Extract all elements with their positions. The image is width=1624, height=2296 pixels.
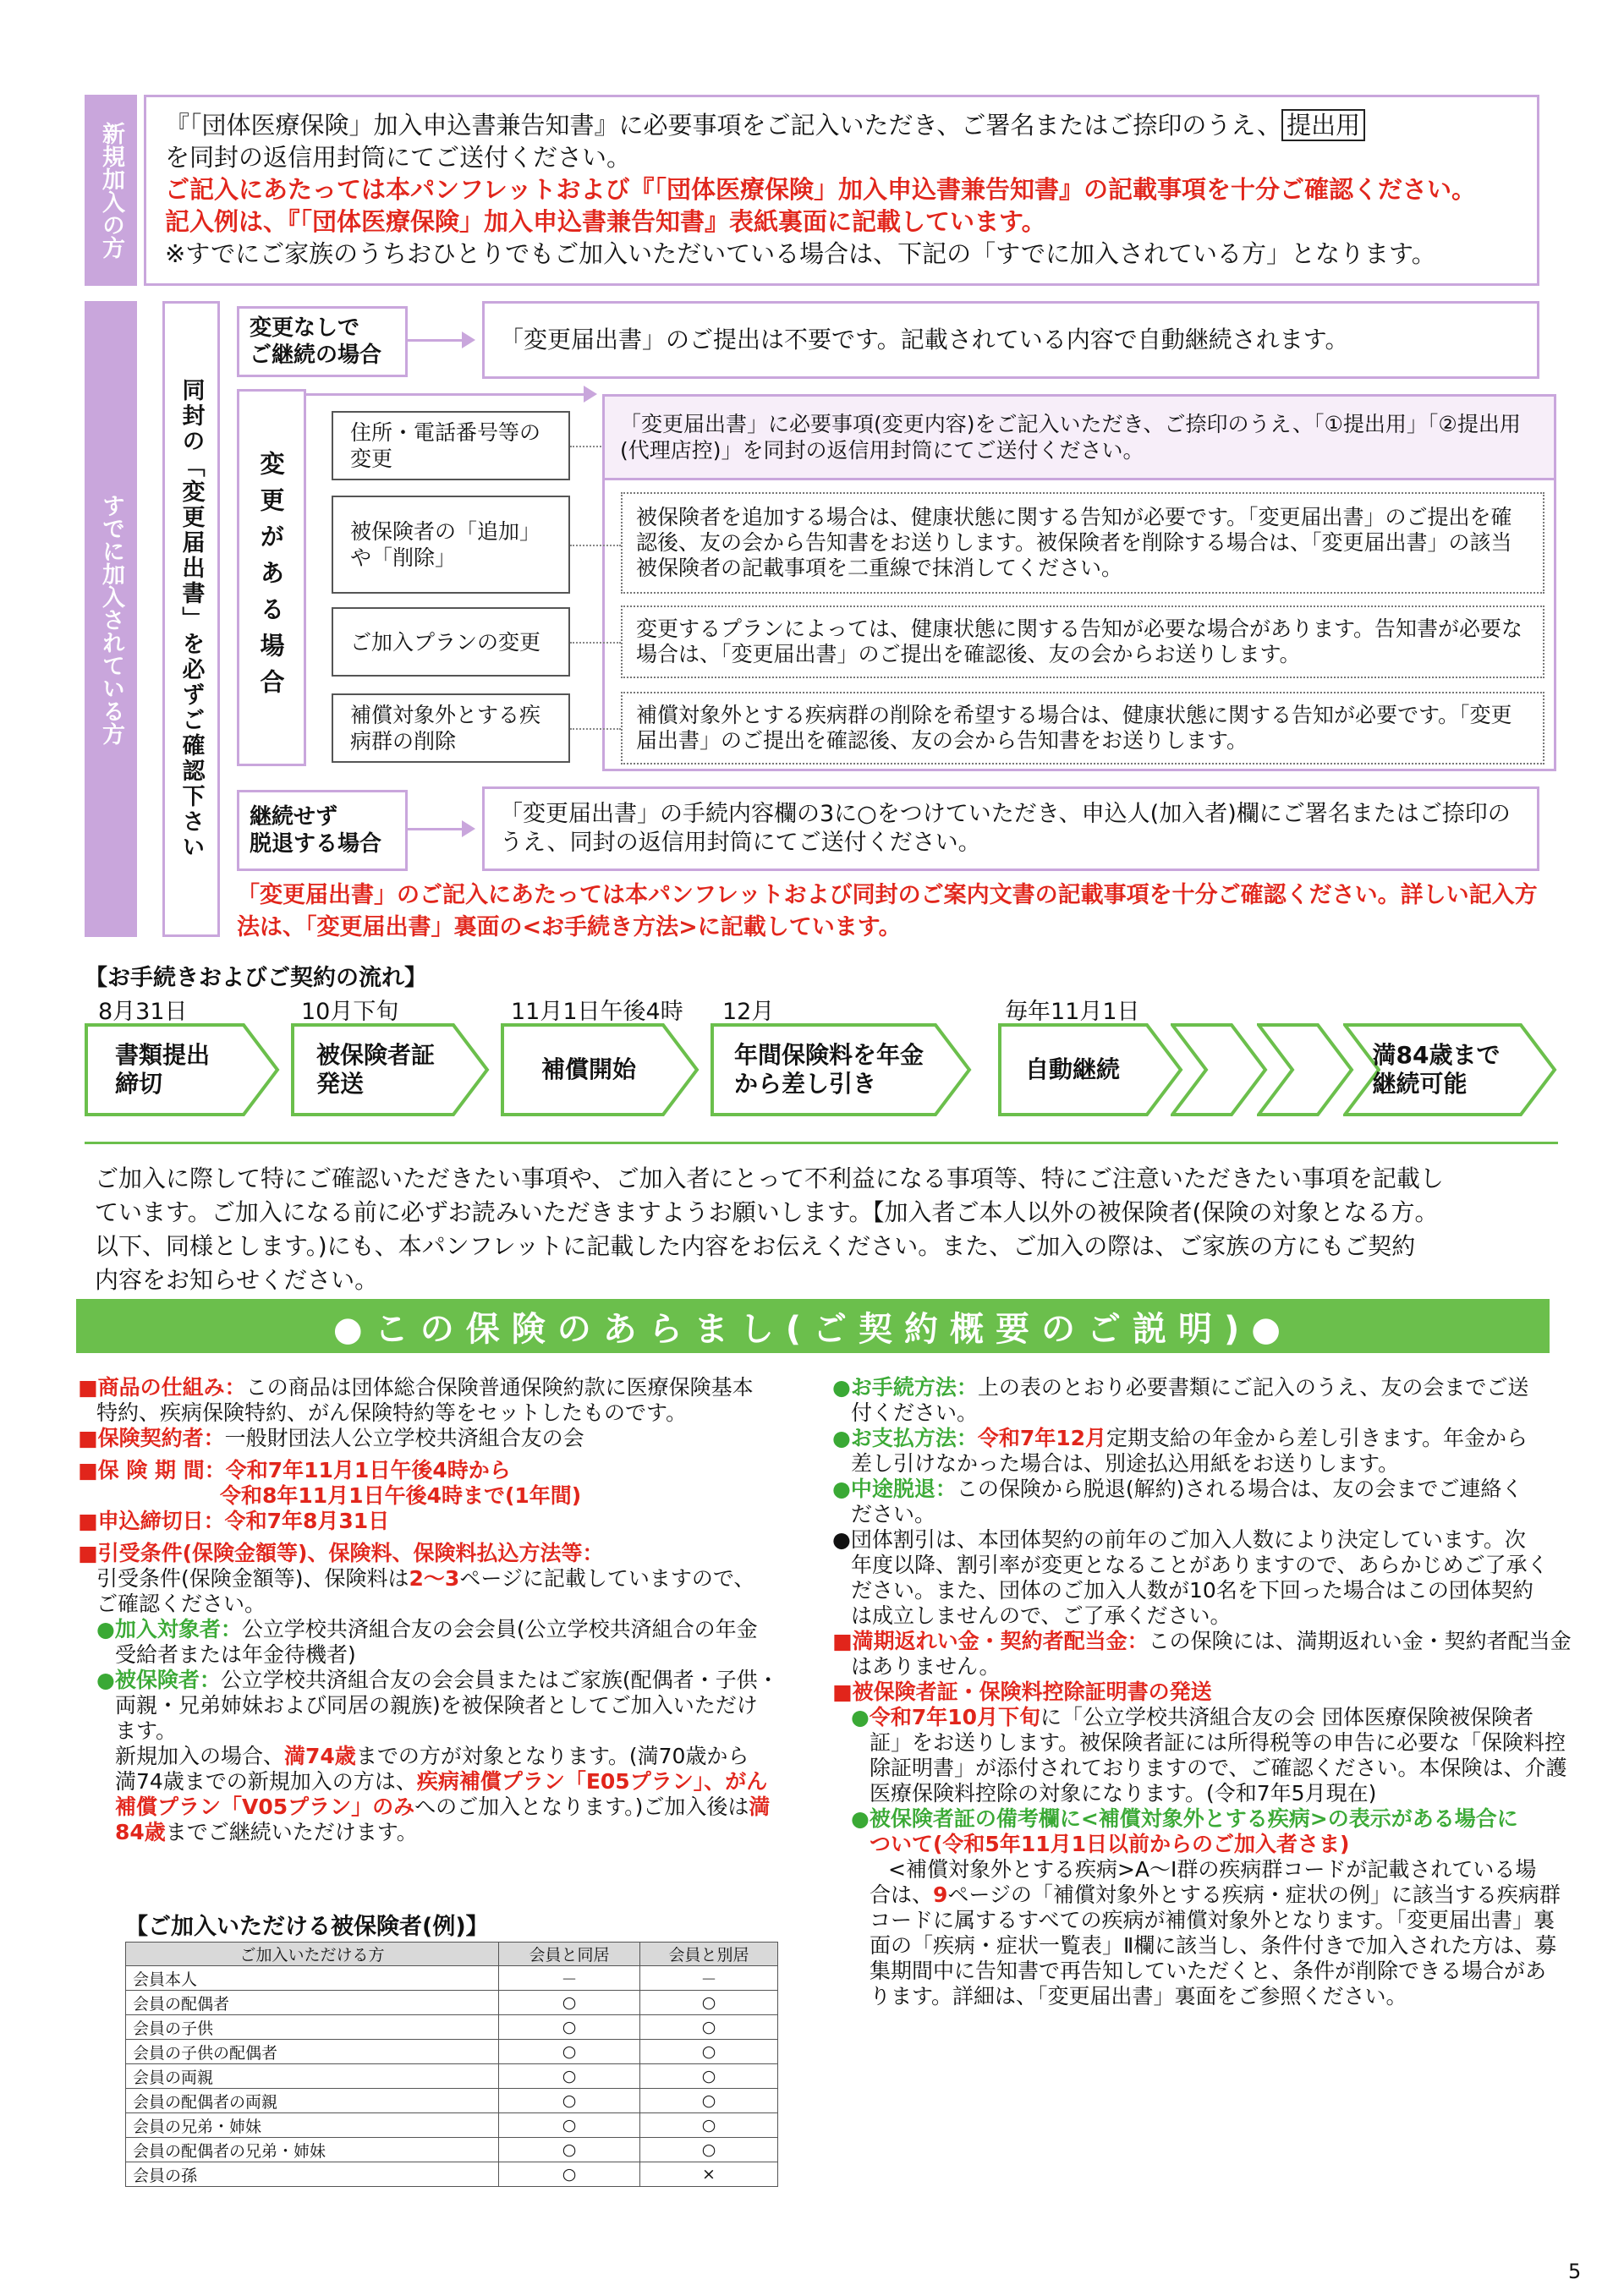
table-cell: 会員の孫 <box>126 2162 499 2187</box>
no-change-text: 「変更届出書」のご提出は不要です。記載されている内容で自動継続されます。 <box>482 301 1539 379</box>
table-cell: ○ <box>499 2040 640 2064</box>
holder-text: 一般財団法人公立学校共済組合友の会 <box>224 1426 584 1450</box>
table-header: ご加入いただける方 <box>126 1943 499 1966</box>
subcat-add-remove: 被保険者の「追加」や「削除」 <box>332 496 570 594</box>
flow-step-6 <box>1343 1023 1558 1116</box>
group-discount-text: は成立しませんので、ご了承ください。 <box>851 1603 1232 1628</box>
flow-step-3-label: 補償開始 <box>541 1055 637 1083</box>
period-heading: ■保 険 期 間： <box>78 1458 226 1482</box>
bullet-icon: ● <box>851 1705 870 1729</box>
insured-text: 両親・兄弟姉妹および同居の親族)を被保険者としてご加入いただけ <box>115 1693 758 1718</box>
dotted-connector <box>570 545 621 546</box>
payment-text: 定期支給の年金から差し引きます。年金から <box>1106 1426 1528 1450</box>
flow-step-1-label: 書類提出 締切 <box>115 1041 211 1098</box>
table-cell: ○ <box>499 1991 640 2015</box>
table-header: 会員と同居 <box>499 1943 640 1966</box>
plan-restriction: 疾病補償プラン「E05プラン」、がん <box>416 1769 768 1794</box>
period-to: 令和8年11月1日午後4時まで(1年間) <box>220 1483 582 1508</box>
flow-step-2 <box>291 1023 491 1116</box>
table-row <box>126 2040 778 2064</box>
insured-text: 公立学校共済組合友の会会員またはご家族(配偶者・子供・ <box>220 1668 779 1692</box>
group-discount-text: ●団体割引は、本団体契約の前年のご加入人数により決定しています。次 <box>832 1527 1526 1552</box>
payment-date: 令和7年12月 <box>977 1426 1107 1450</box>
no-change-label: 変更なしで ご継続の場合 <box>237 306 408 377</box>
table-row <box>126 2138 778 2162</box>
new-line2: を同封の返信用封筒にてご送付ください。 <box>165 143 632 172</box>
table-cell: ○ <box>640 2015 778 2040</box>
new-red-note-1: ご記入にあたっては本パンフレットおよび『「団体医療保険」加入申込書兼告知書』の記載事項を十分ご確認ください。 <box>165 175 1477 204</box>
table-cell: ○ <box>499 2138 640 2162</box>
table-row <box>126 2162 778 2187</box>
withdraw-label: 継続せず 脱退する場合 <box>237 790 408 871</box>
table-cell: 会員の両親 <box>126 2064 499 2089</box>
table-cell: － <box>499 1966 640 1991</box>
table-cell: × <box>640 2162 778 2187</box>
holder-heading: ■保険契約者： <box>78 1426 225 1450</box>
remarks-text: ページの「補償対象外とする疾病・症状の例」に該当する疾病群 <box>947 1882 1561 1907</box>
dotted-connector <box>570 728 621 730</box>
left-column <box>78 1375 788 1845</box>
table-row <box>126 1991 778 2015</box>
intro-line: 以下、同様とします。)にも、本パンフレットに記載した内容をお伝えください。また、ご加入の際は、ご家族の方にもご契約 <box>95 1232 1416 1260</box>
new-enrollment-label: 新規加入の方 <box>85 95 137 286</box>
certificate-text: に「公立学校共済組合友の会 団体医療保険被保険者 <box>1040 1705 1533 1729</box>
overview-banner: ●この保険のあらまし(ご契約概要のご説明)● <box>76 1299 1550 1353</box>
certificate-text: 証」をお送りします。被保険者証には所得税等の申告に必要な「保険料控 <box>870 1730 1566 1755</box>
subcat-plan-change: ご加入プランの変更 <box>332 607 570 677</box>
intro-line: ご加入に際して特にご確認いただきたい事項や、ご加入者にとって不利益になる事項等、特にご注意いただきたい事項を記載し <box>95 1164 1444 1192</box>
payment-heading: ●お支払方法： <box>832 1426 978 1450</box>
remarks-heading: ついて(令和5年11月1日以前からのご加入者さま) <box>870 1832 1350 1856</box>
table-cell: 会員の子供 <box>126 2015 499 2040</box>
flow-title: 【お手続きおよびご契約の流れ】 <box>85 965 427 991</box>
deadline-heading: ■申込締切日： <box>78 1509 225 1533</box>
existing-note: 「変更届出書」のご記入にあたっては本パンフレットおよび同封のご案内文書の記載事項を十分ご確認ください。詳しい記入方法は、「変更届出書」裏面の<お手続き方法>に記載しています。 <box>237 882 1538 940</box>
arrow-line <box>408 339 464 342</box>
intro-paragraph <box>95 1162 1541 1297</box>
subcat-address-text: 「変更届出書」に必要事項(変更内容)をご記入いただき、ご捺印のうえ、「①提出用」「②提出用(代理店控)」を同封の返信用封筒にてご送付ください。 <box>602 394 1556 480</box>
table-cell: － <box>640 1966 778 1991</box>
maturity-text: はありません。 <box>851 1654 1001 1679</box>
withdraw-text: 「変更届出書」の手続内容欄の3に○をつけていただき、申込人(加入者)欄にご署名またはご捺印のうえ、同封の返信用封筒にてご送付ください。 <box>482 786 1539 871</box>
group-discount-text: ださい。また、団体のご加入人数が10名を下回った場合はこの団体契約 <box>851 1578 1533 1603</box>
certificate-heading: ■被保険者証・保険料控除証明書の発送 <box>832 1680 1212 1704</box>
table-cell: ○ <box>640 2040 778 2064</box>
conditions-text: ご確認ください。 <box>96 1592 266 1616</box>
arrow-head-icon <box>462 332 475 348</box>
flow-date-3: 11月1日午後4時 <box>511 999 683 1025</box>
withdrawal-text: ださい。 <box>851 1502 936 1526</box>
table-cell: ○ <box>499 2089 640 2113</box>
dotted-connector <box>570 642 621 644</box>
certificate-text: 除証明書」が添付されておりますので、ご確認ください。本保険は、介護 <box>870 1756 1567 1780</box>
table-cell: ○ <box>640 1991 778 2015</box>
product-text: 特約、疾病保険特約、がん保険特約等をセットしたものです。 <box>96 1400 688 1425</box>
flow-step-5 <box>998 1023 1184 1116</box>
flow-date-2: 10月下旬 <box>301 999 399 1025</box>
flow-date-4: 12月 <box>722 999 775 1025</box>
continue-age: 満 <box>749 1795 771 1819</box>
table-cell: 会員本人 <box>126 1966 499 1991</box>
flow-step-4-label: 年間保険料を年金 から差し引き <box>734 1041 924 1098</box>
continue-age: 84歳 <box>115 1820 166 1844</box>
procedure-text: 付ください。 <box>851 1400 979 1425</box>
table-cell: 会員の配偶者の兄弟・姉妹 <box>126 2138 499 2162</box>
new-enrollment-box <box>144 95 1539 286</box>
remarks-text: コードに属するすべての疾病が補償対象外となります。「変更届出書」裏 <box>870 1908 1555 1932</box>
flow-divider <box>85 1142 1558 1144</box>
arrow-head-icon <box>584 386 597 403</box>
certificate-date: 令和7年10月下旬 <box>869 1705 1041 1729</box>
submit-copy-label: 提出用 <box>1281 109 1365 141</box>
flow-step-6-label: 満84歳まで 継続可能 <box>1372 1041 1501 1098</box>
remarks-heading: ●被保険者証の備考欄に<補償対象外とする疾病>の表示がある場合に <box>851 1806 1518 1831</box>
payment-text: 差し引けなかった場合は、別途払込用紙をお送りします。 <box>851 1451 1400 1476</box>
table-cell: ○ <box>640 2064 778 2089</box>
remarks-text: 合は、 <box>870 1882 934 1907</box>
existing-members-label: すでに加入されている方 <box>85 301 137 937</box>
page-number: 5 <box>1568 2260 1582 2283</box>
table-cell: 会員の配偶者 <box>126 1991 499 2015</box>
table-cell: ○ <box>499 2064 640 2089</box>
table-cell: 会員の配偶者の両親 <box>126 2089 499 2113</box>
new-age-limit: 満74歳 <box>284 1744 356 1768</box>
conditions-text: ページに記載していますので、 <box>459 1566 755 1591</box>
target-heading: ●加入対象者： <box>96 1617 242 1641</box>
new-line1: 『「団体医療保険」加入申込書兼告知書』に必要事項をご記入いただき、ご署名またはご捺印のうえ、 <box>165 111 1282 140</box>
remarks-text: 面の「疾病・症状一覧表」Ⅱ欄に該当し、条件付きで加入された方は、募 <box>870 1933 1557 1958</box>
table-cell: 会員の兄弟・姉妹 <box>126 2113 499 2138</box>
table-row <box>126 2089 778 2113</box>
flow-step-2-label: 被保険者証 発送 <box>316 1041 436 1098</box>
maturity-heading: ■満期返れい金・契約者配当金： <box>832 1629 1149 1653</box>
table-row <box>126 1966 778 1991</box>
subcat-exclusion-removal-text: 補償対象外とする疾病群の削除を希望する場合は、健康状態に関する告知が必要です。「変更届出書」のご提出を確認後、友の会から告知書をお送りします。 <box>621 692 1544 764</box>
insured-table <box>125 1942 778 2187</box>
arrow-line <box>408 828 464 830</box>
check-form-label: 同封の「変更届出書」を必ずご確認下さい <box>162 301 220 937</box>
table-row <box>126 2064 778 2089</box>
plan-restriction: 補償プラン「V05プラン」のみ <box>115 1795 415 1819</box>
maturity-text: この保険には、満期返れい金・契約者配当金 <box>1148 1629 1572 1653</box>
certificate-text: 医療保険料控除の対象になります。(令和7年5月現在) <box>870 1781 1377 1806</box>
remarks-text: <補償対象外とする疾病>A～I群の疾病群コードが記載されている場 <box>888 1857 1537 1882</box>
insured-text: ます。 <box>115 1718 178 1743</box>
table-cell: ○ <box>640 2089 778 2113</box>
new-age-text: までご継続いただけます。 <box>165 1820 418 1844</box>
flow-step-1 <box>85 1023 281 1116</box>
group-discount-text: 年度以降、割引率が変更となることがありますので、あらかじめご了承く <box>851 1553 1549 1577</box>
intro-line: 内容をお知らせください。 <box>95 1266 379 1294</box>
new-age-text: 満74歳までの新規加入の方は、 <box>115 1769 417 1794</box>
remarks-text: ります。詳細は、「変更届出書」裏面をご参照ください。 <box>870 1984 1407 2008</box>
change-label: 変更がある場合 <box>237 389 306 766</box>
flow-step-3 <box>501 1023 700 1116</box>
flow-step-4 <box>710 1023 973 1116</box>
conditions-heading: ■引受条件(保険金額等)、保険料、保険料払込方法等： <box>78 1541 604 1565</box>
arrow-line <box>306 393 585 396</box>
product-text: この商品は団体総合保険普通保険約款に医療保険基本 <box>245 1375 754 1400</box>
table-header: 会員と別居 <box>640 1943 778 1966</box>
procedure-heading: ●お手続方法： <box>832 1375 978 1400</box>
conditions-text: 引受条件(保険金額等)、保険料は <box>96 1566 409 1591</box>
remarks-text: 集期間中に告知書で再告知していただくと、条件が削除できる場合があ <box>870 1959 1547 1983</box>
right-column <box>832 1375 1572 2009</box>
table-cell: ○ <box>640 2138 778 2162</box>
intro-line: ています。ご加入になる前に必ずお読みいただきますようお願いします。【加入者ご本人以外の被保険者(保険の対象となる方。 <box>95 1198 1439 1226</box>
arrow-head-icon <box>462 820 475 837</box>
subcat-address: 住所・電話番号等の変更 <box>332 411 570 480</box>
table-cell: ○ <box>499 2015 640 2040</box>
target-text: 公立学校共済組合友の会会員(公立学校共済組合の年金 <box>241 1617 758 1641</box>
insured-table-title: 【ご加入いただける被保険者(例)】 <box>125 1914 489 1940</box>
new-note: ※すでにご家族のうちおひとりでもご加入いただいている場合は、下記の「すでに加入されている方」となります。 <box>165 239 1436 268</box>
deadline-text: 令和7年8月31日 <box>224 1509 390 1533</box>
table-cell: 会員の子供の配偶者 <box>126 2040 499 2064</box>
withdrawal-heading: ●中途脱退： <box>832 1477 957 1501</box>
table-row <box>126 2015 778 2040</box>
new-age-text: 新規加入の場合、 <box>115 1744 285 1768</box>
flow-date-5: 毎年11月1日 <box>1005 999 1140 1025</box>
table-cell: ○ <box>499 2162 640 2187</box>
procedure-text: 上の表のとおり必要書類にご記入のうえ、友の会までご送 <box>977 1375 1529 1400</box>
table-cell: ○ <box>499 2113 640 2138</box>
new-age-text: までの方が対象となります。(満70歳から <box>355 1744 749 1768</box>
target-text: 受給者または年金待機者) <box>115 1642 356 1667</box>
subcat-exclusion-removal: 補償対象外とする疾病群の削除 <box>332 693 570 763</box>
flow-date-1: 8月31日 <box>98 999 188 1025</box>
period-from: 令和7年11月1日午後4時から <box>225 1458 511 1482</box>
new-red-note-2: 記入例は、『「団体医療保険」加入申込書兼告知書』表紙裏面に記載しています。 <box>165 207 1046 236</box>
new-age-text: へのご加入となります。)ご加入後は <box>414 1795 749 1819</box>
subcat-plan-change-text: 変更するプランによっては、健康状態に関する告知が必要な場合があります。告知書が必要な場合は、「変更届出書」のご提出を確認後、友の会からお送りします。 <box>621 606 1544 678</box>
withdrawal-text: この保険から脱退(解約)される場合は、友の会までご連絡く <box>956 1477 1523 1501</box>
table-cell: ○ <box>640 2113 778 2138</box>
flow-step-5-label: 自動継続 <box>1025 1055 1121 1083</box>
table-row <box>126 2113 778 2138</box>
remarks-page: 9 <box>933 1882 948 1907</box>
conditions-pages: 2～3 <box>409 1566 460 1591</box>
subcat-add-remove-text: 被保険者を追加する場合は、健康状態に関する告知が必要です。「変更届出書」のご提出を確認後、友の会から告知書をお送りします。被保険者を削除する場合は、「変更届出書」の該当被保険者の記載事項を二重線で抹消してください。 <box>621 492 1544 594</box>
insured-heading: ●被保険者： <box>96 1668 221 1692</box>
product-heading: ■商品の仕組み： <box>78 1375 246 1400</box>
